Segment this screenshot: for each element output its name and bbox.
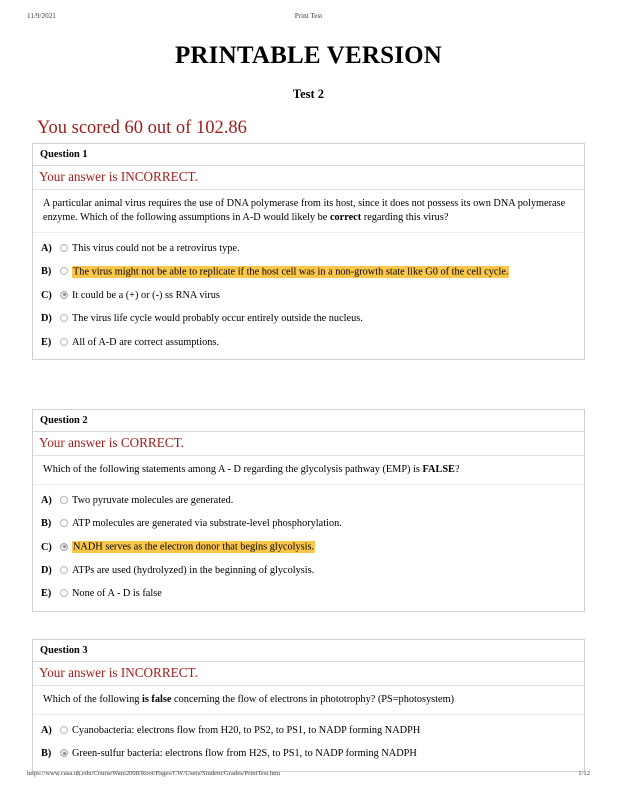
option-letter: A) xyxy=(41,724,52,736)
footer-url: https://www.casa.uh.edu/CourseWare2008/Root/Pages/CW/Users/Student/Grades/PrintTest.htm xyxy=(27,770,281,777)
question-text-segment: regarding this virus? xyxy=(361,212,449,224)
answer-option[interactable] xyxy=(41,559,576,582)
question-block xyxy=(32,639,585,772)
option-text: Cyanobacteria: electrons flow from H20, to PS2, to PS1, to NADP forming NADPH xyxy=(72,724,421,736)
question-text-segment: ? xyxy=(454,464,460,475)
option-letter: C) xyxy=(41,541,52,553)
radio-button-icon[interactable] xyxy=(60,267,68,275)
option-text: ATPs are used (hydrolyzed) in the beginning of glycolysis. xyxy=(72,564,315,576)
question-text xyxy=(33,456,584,485)
radio-button-selected-icon[interactable] xyxy=(60,291,68,299)
question-header: Question 1 xyxy=(33,144,584,166)
option-text: The virus life cycle would probably occur entirely outside the nucleus. xyxy=(72,313,363,325)
answer-option[interactable] xyxy=(41,719,576,742)
option-text: ATP molecules are generated via substrate-level phosphorylation. xyxy=(72,518,342,530)
page-title: PRINTABLE VERSION xyxy=(174,42,443,69)
page-subtitle: Test 2 xyxy=(292,87,325,101)
option-text: All of A-D are correct assumptions. xyxy=(72,336,219,348)
question-header: Question 2 xyxy=(33,410,584,432)
option-letter: E) xyxy=(41,336,52,348)
option-text-highlighted: The virus might not be able to replicate if the host cell was in a non-growth state like G0 of the cell cycle. xyxy=(73,266,509,278)
option-letter: A) xyxy=(41,494,52,506)
answer-option[interactable] xyxy=(41,513,576,536)
question-header: Question 3 xyxy=(33,640,584,662)
answer-options xyxy=(33,233,584,359)
answer-option[interactable] xyxy=(41,743,576,766)
radio-button-icon[interactable] xyxy=(60,566,68,574)
question-text-emphasis: is false xyxy=(141,694,172,705)
answer-option[interactable] xyxy=(41,583,576,606)
radio-button-icon[interactable] xyxy=(60,496,68,504)
print-footer xyxy=(0,770,617,782)
answer-option[interactable] xyxy=(41,284,576,307)
answer-option[interactable] xyxy=(41,237,576,260)
radio-button-icon[interactable] xyxy=(60,244,68,252)
answer-options xyxy=(33,485,584,611)
answer-status: Your answer is INCORRECT. xyxy=(33,166,584,190)
radio-button-icon[interactable] xyxy=(60,519,68,527)
option-letter: D) xyxy=(41,313,52,325)
question-block xyxy=(32,143,585,360)
question-text-segment: Which of the following xyxy=(43,694,142,705)
radio-button-icon[interactable] xyxy=(60,589,68,597)
question-text-segment: concerning the flow of electrons in phototrophy? (PS=photosystem) xyxy=(171,694,455,705)
option-text: None of A - D is false xyxy=(72,588,162,600)
radio-button-icon[interactable] xyxy=(60,314,68,322)
option-text: Two pyruvate molecules are generated. xyxy=(72,494,234,506)
option-letter: E) xyxy=(41,588,52,600)
answer-status: Your answer is INCORRECT. xyxy=(33,662,584,686)
radio-button-selected-icon[interactable] xyxy=(60,543,68,551)
option-letter: C) xyxy=(41,289,52,301)
option-text: Green-sulfur bacteria: electrons flow from H2S, to PS1, to NADP forming NADPH xyxy=(72,748,417,760)
score-summary: You scored 60 out of 102.86 xyxy=(37,118,247,138)
print-doc-title: Print Test xyxy=(294,12,323,20)
option-text: This virus could not be a retrovirus type. xyxy=(72,242,240,254)
answer-status: Your answer is CORRECT. xyxy=(33,432,584,456)
question-text-segment: Which of the following statements among A - D regarding the glycolysis pathway (EMP) is xyxy=(43,464,423,475)
answer-option[interactable] xyxy=(41,308,576,331)
option-letter: B) xyxy=(41,266,52,278)
footer-page-number: 1/12 xyxy=(578,770,590,777)
radio-button-icon[interactable] xyxy=(60,338,68,346)
question-block xyxy=(32,409,585,612)
question-text-emphasis: correct xyxy=(329,212,362,224)
answer-option[interactable] xyxy=(41,331,576,354)
option-text: It could be a (+) or (-) ss RNA virus xyxy=(72,289,220,301)
radio-button-icon[interactable] xyxy=(60,726,68,734)
answer-option[interactable] xyxy=(41,489,576,512)
answer-options xyxy=(33,715,584,771)
option-letter: D) xyxy=(41,564,52,576)
answer-option[interactable] xyxy=(41,536,576,559)
option-letter: B) xyxy=(41,518,52,530)
answer-option[interactable] xyxy=(41,261,576,284)
radio-button-selected-icon[interactable] xyxy=(60,749,68,757)
option-text-highlighted: NADH serves as the electron donor that begins glycolysis. xyxy=(73,541,315,553)
question-text xyxy=(33,190,584,233)
question-text xyxy=(33,686,584,715)
question-text-segment: A particular animal virus requires the use of DNA polymerase from its host, since it does not possess its own DNA polymerase enzyme. Which of the following assumptions in A-D would likely be xyxy=(43,198,566,224)
option-letter: A) xyxy=(41,242,52,254)
question-text-emphasis: FALSE xyxy=(422,464,455,475)
print-date: 11/9/2021 xyxy=(27,12,56,20)
option-letter: B) xyxy=(41,748,52,760)
